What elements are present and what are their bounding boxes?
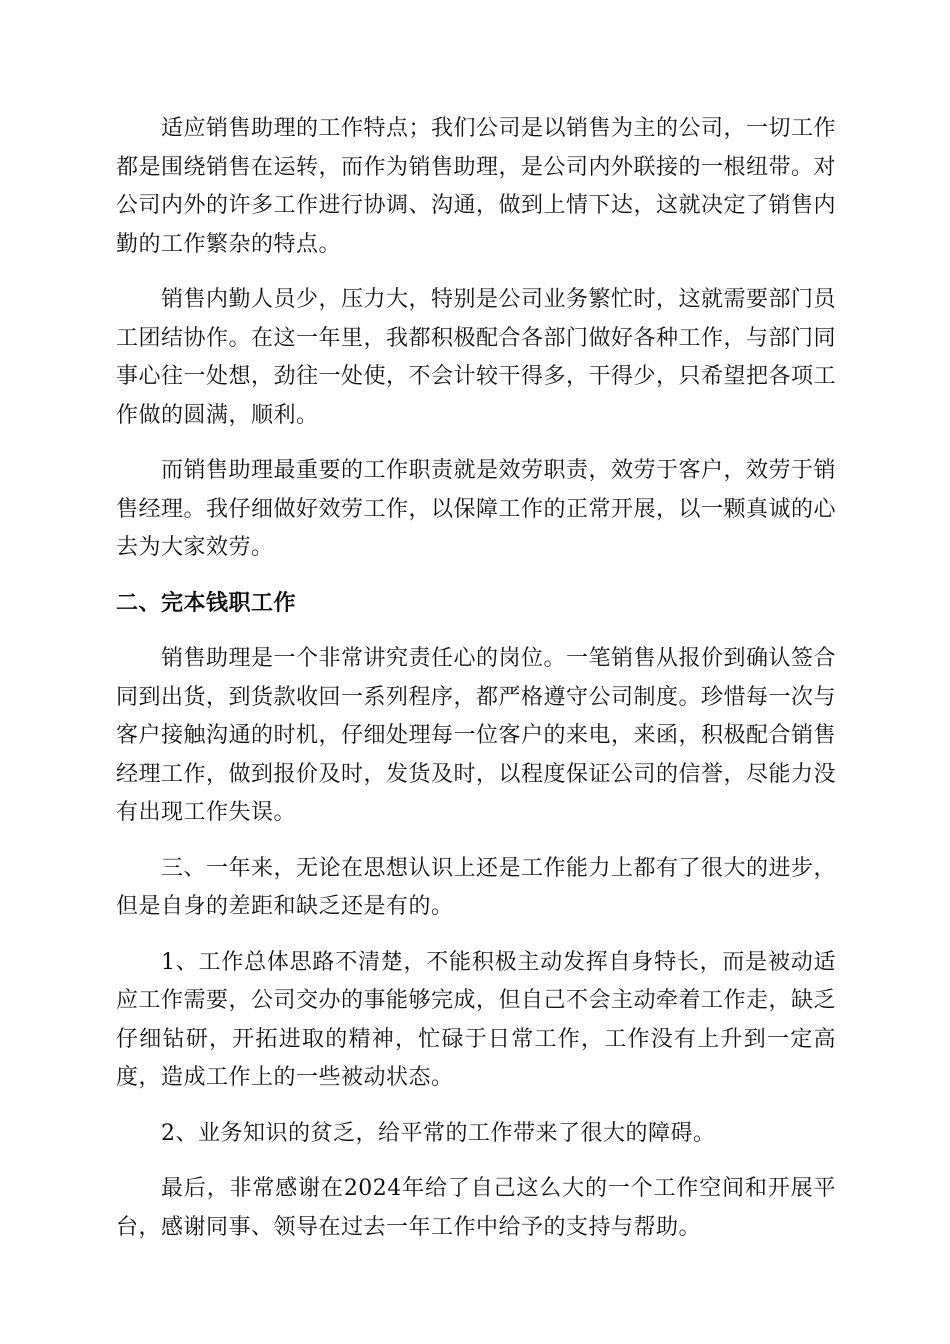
paragraph-teamwork: 销售内勤人员少，压力大，特别是公司业务繁忙时，这就需要部门员工团结协作。在这一年里，我都积极配合各部门做好各种工作，与部门同事心往一处想，劲往一处使，不会计较干得多，干得少，只希望把各项工作做的圆满，顺利。 <box>116 287 837 428</box>
paragraph-responsibility: 销售助理是一个非常讲究责任心的岗位。一笔销售从报价到确认签合同到出货，到货款收回一系列程序，都严格遵守公司制度。珍惜每一次与客户接触沟通的时机，仔细处理每一位客户的来电，来函，积极配合销售经理工作，做到报价及时，发货及时，以程度保证公司的信誉，尽能力没有出现工作失误。 <box>116 646 837 825</box>
paragraph-closing-thanks: 最后，非常感谢在2024年给了自己这么大的一个工作空间和开展平台，感谢同事、领导在过去一年工作中给予的支持与帮助。 <box>116 1176 836 1240</box>
paragraph-sales-assistant-traits: 适应销售助理的工作特点；我们公司是以销售为主的公司，一切工作都是围绕销售在运转，而作为销售助理，是公司内外联接的一根纽带。对公司内外的许多工作进行协调、沟通，做到上情下达，这就决定了销售内勤的工作繁杂的特点。 <box>116 116 837 257</box>
document-page <box>116 110 836 1247</box>
paragraph-progress: 三、一年来，无论在思想认识上还是工作能力上都有了很大的进步，但是自身的差距和缺乏还是有的。 <box>116 855 837 919</box>
paragraph-shortcoming-1: 1、工作总体思路不清楚，不能积极主动发挥自身特长，而是被动适应工作需要，公司交办的事能够完成，但自己不会主动牵着工作走，缺乏仔细钻研，开拓进取的精神，忙碌于日常工作，工作没有上升到一定高度，造成工作上的一些被动状态。 <box>116 949 837 1090</box>
paragraph-shortcoming-2: 2、业务知识的贫乏，给平常的工作带来了很大的障碍。 <box>161 1120 716 1146</box>
paragraph-service-duty: 而销售助理最重要的工作职责就是效劳职责，效劳于客户，效劳于销售经理。我仔细做好效劳工作，以保障工作的正常开展，以一颗真诚的心去为大家效劳。 <box>116 458 837 560</box>
section-heading-complete-duties: 二、完本钱职工作 <box>116 590 297 616</box>
